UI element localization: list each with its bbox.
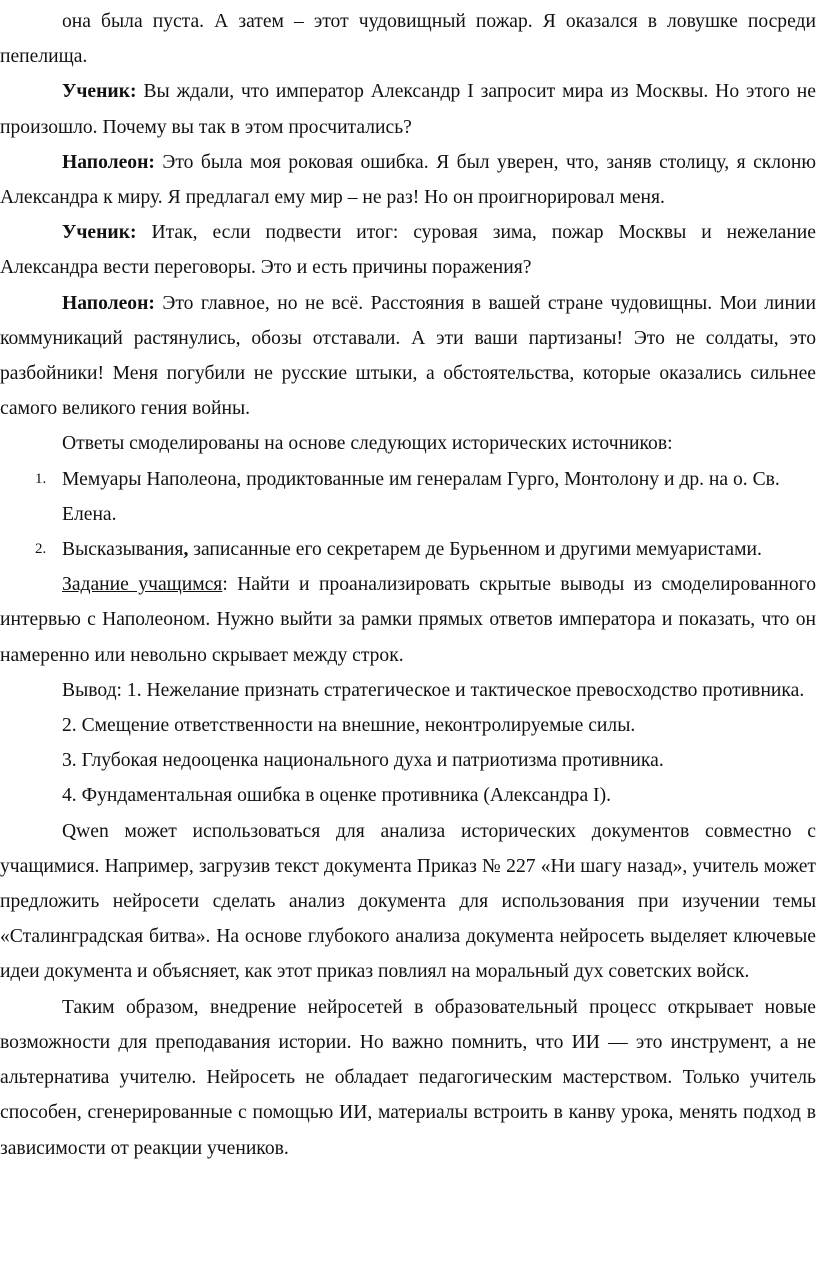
- task-text: : Найти и проанализировать скрытые выводы из смоделированного интервью с Наполеоном. Нужно выйти за рамки прямых ответов императора и показать, что он намеренно или невольно скрывает между строк.: [0, 574, 816, 666]
- paragraph-qwen: Qwen может использоваться для анализа исторических документов совместно с учащимися. Например, загрузив текст документа Приказ № 227 «Ни шагу назад», учитель может предложить нейросети сделать анализ документа для использования при изучении темы «Сталинградская битва». На основе глубокого анализа документа нейросеть выделяет ключевые идеи документа и объясняет, как этот приказ повлиял на моральный дух советских войск.: [0, 820, 816, 983]
- dialogue-text: Это главное, но не всё. Расстояния в вашей стране чудовищны. Мои линии коммуникаций растянулись, обозы отставали. А эти ваши партизаны! Это не солдаты, это разбойники! Меня погубили не русские штыки, а обстоятельства, которые оказались сильнее самого великого гения войны.: [0, 292, 816, 420]
- source-text-rest: записанные его секретарем де Бурьенном и другими мемуаристами.: [188, 539, 762, 561]
- task-label: Задание учащимся: [62, 574, 223, 596]
- dialogue-text: Вы ждали, что император Александр I запросит мира из Москвы. Но этого не произошло. Почему вы так в этом просчитались?: [0, 81, 816, 138]
- speaker-label: Ученик:: [62, 81, 137, 103]
- source-text: Мемуары Наполеона, продиктованные им генералам Гурго, Монтолону и др. на о. Св. Елена.: [62, 468, 780, 525]
- source-text-comma: ,: [183, 539, 189, 561]
- dialogue-napoleon-2: [0, 286, 816, 427]
- dialogue-student-2: [0, 215, 816, 285]
- conclusion-1: Вывод: 1. Нежелание признать стратегическое и тактическое превосходство противника.: [62, 679, 805, 701]
- dialogue-text: Это была моя роковая ошибка. Я был уверен, что, заняв столицу, я склоню Александра к миру. Я предлагал ему мир – не раз! Но он проигнорировал меня.: [0, 151, 816, 209]
- task-paragraph: [0, 567, 816, 673]
- dialogue-napoleon-1: [0, 145, 816, 215]
- list-number: 2.: [35, 541, 47, 558]
- speaker-label: Ученик:: [62, 222, 137, 244]
- dialogue-student-1: [0, 74, 816, 144]
- source-item-1: [0, 462, 816, 532]
- speaker-label: Наполеон:: [62, 292, 155, 314]
- list-number: 1.: [35, 470, 47, 487]
- conclusion-3: 3. Глубокая недооценка национального духа и патриотизма противника.: [62, 750, 664, 772]
- conclusion-2: 2. Смещение ответственности на внешние, неконтролируемые силы.: [62, 715, 636, 737]
- sources-intro: Ответы смоделированы на основе следующих исторических источников:: [62, 433, 673, 455]
- speaker-label: Наполеон:: [62, 151, 155, 173]
- conclusion-4: 4. Фундаментальная ошибка в оценке противника (Александра I).: [62, 785, 611, 807]
- source-item-2: [0, 532, 816, 567]
- paragraph-final: Таким образом, внедрение нейросетей в образовательный процесс открывает новые возможности для преподавания истории. Но важно помнить, что ИИ — это инструмент, а не альтернатива учителю. Нейросеть не обладает педагогическим мастерством. Только учитель способен, сгенерированные с помощью ИИ, материалы встроить в канву урока, менять подход в зависимости от реакции учеников.: [0, 996, 816, 1159]
- source-text: Высказывания: [62, 539, 184, 561]
- paragraph-continuation: она была пуста. А затем – этот чудовищный пожар. Я оказался в ловушке посреди пепелища.: [0, 11, 816, 68]
- dialogue-text: Итак, если подвести итог: суровая зима, пожар Москвы и нежелание Александра вести переговоры. Это и есть причины поражения?: [0, 222, 816, 279]
